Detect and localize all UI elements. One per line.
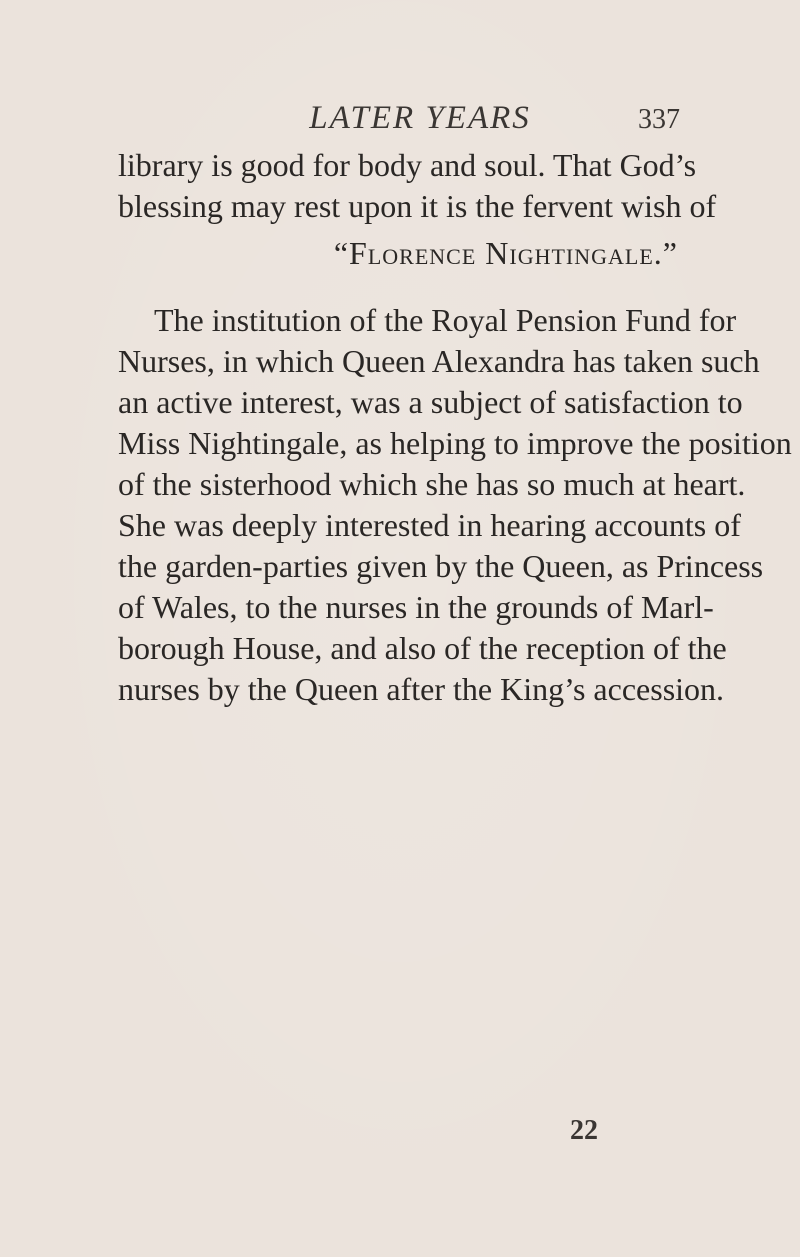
- text-line: of the sisterhood which she has so much at heart.: [118, 466, 746, 502]
- text-line: nurses by the Queen after the King’s accession.: [118, 671, 725, 707]
- text-line: of Wales, to the nurses in the grounds of Marl-: [118, 589, 714, 625]
- page-number: 337: [638, 104, 680, 135]
- body-text: [118, 145, 792, 710]
- text-line: an active interest, was a subject of satisfaction to: [118, 384, 743, 420]
- text-line: the garden-parties given by the Queen, as Princess: [118, 548, 764, 584]
- text-line: library is good for body and soul. That God’s: [118, 147, 697, 183]
- text-line: Miss Nightingale, as helping to improve the position: [118, 425, 792, 461]
- text-line: borough House, and also of the reception of the: [118, 630, 727, 666]
- text-line: Nurses, in which Queen Alexandra has taken such: [118, 343, 760, 379]
- printer-signature-mark: 22: [570, 1115, 598, 1146]
- paragraph-gap: [118, 277, 678, 300]
- running-head: LATER YEARS: [309, 100, 531, 136]
- text-line: She was deeply interested in hearing accounts of: [118, 507, 741, 543]
- text-line: blessing may rest upon it is the fervent wish of: [118, 188, 717, 224]
- text-line: The institution of the Royal Pension Fund for: [154, 302, 737, 338]
- letter-signature: “Florence Nightingale.”: [333, 235, 678, 271]
